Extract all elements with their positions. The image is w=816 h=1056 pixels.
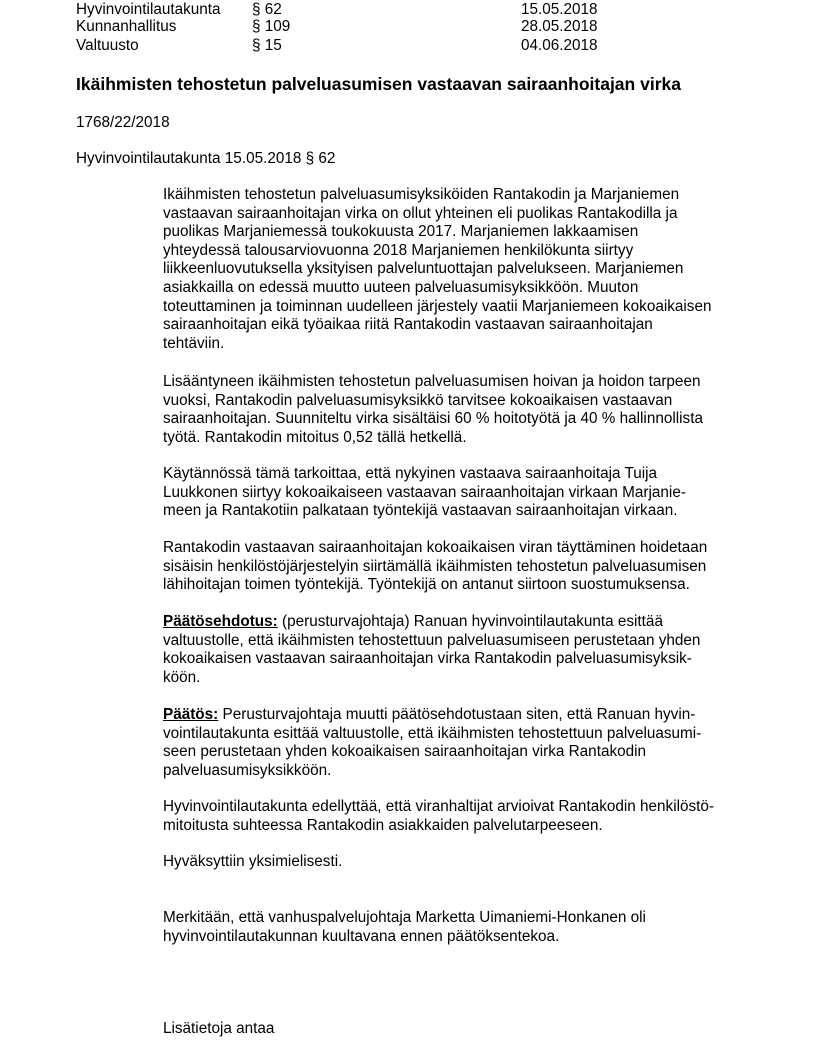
text-line: liikkeenluovutuksella yksityisen palveluntuottajan palvelukseen. Marjaniemen xyxy=(163,260,684,278)
text-line: palveluasumisyksikköön. xyxy=(163,761,332,779)
text-line: Ikäihmisten tehostetun palveluasumisyksiköiden Rantakodin ja Marjaniemen xyxy=(163,186,680,203)
text-line: sairaanhoitajan. Suunniteltu virka sisältäisi 60 % hoitotyötä ja 40 % hallinnollista xyxy=(163,410,703,428)
header-body: Valtuusto xyxy=(76,37,139,54)
decision-text: Perusturvajohtaja muutti päätösehdotustaan siten, että Ranuan hyvin- xyxy=(218,706,696,723)
header-body: Kunnanhallitus xyxy=(76,18,177,35)
text-line: seen perustetaan yhden kokoaikaisen sairaanhoitajan virka Rantakodin xyxy=(163,743,647,761)
text-line: köön. xyxy=(163,668,201,686)
header-body: Hyvinvointilautakunta xyxy=(76,1,221,18)
text-line: työtä. Rantakodin mitoitus 0,52 tällä hetkellä. xyxy=(163,428,467,446)
header-date: 15.05.2018 xyxy=(521,1,598,18)
text-line: sairaanhoitajan eikä työaikaa riitä Rantakodin vastaavan sairaanhoitajan xyxy=(163,316,653,334)
paragraph-more-info xyxy=(163,1020,753,1039)
text-line: Luukkonen siirtyy kokoaikaiseen vastaavan sairaanhoitajan virkaan Marjanie- xyxy=(163,483,686,501)
proposal-text: (perusturvajohtaja) Ranuan hyvinvointilautakunta esittää xyxy=(277,613,663,630)
header-date: 04.06.2018 xyxy=(521,37,598,54)
paragraph-requirement xyxy=(163,798,753,835)
proposal-label: Päätösehdotus: xyxy=(163,613,278,630)
text-line: toteuttaminen ja toiminnan uudelleen järjestely vaatii Marjaniemeen kokoaikaisen xyxy=(163,297,712,315)
header-section: § 15 xyxy=(252,37,282,54)
paragraph-practice xyxy=(163,465,753,521)
text-line: tehtäviin. xyxy=(163,334,225,352)
text-line: kokoaikaisen vastaavan sairaanhoitajan virka Rantakodin palveluasumisyksik- xyxy=(163,650,692,668)
text-line: vointilautakunta esittää valtuustolle, että ikäihmisten tehostettuun palveluasumi- xyxy=(163,724,702,742)
text-line: yhteydessä talousarviovuonna 2018 Marjaniemen henkilökunta siirtyy xyxy=(163,241,634,259)
header-section: § 62 xyxy=(252,1,282,18)
reference-number: 1768/22/2018 xyxy=(76,114,170,131)
text-line: Hyväksyttiin yksimielisesti. xyxy=(163,853,343,870)
document-title: Ikäihmisten tehostetun palveluasumisen vastaavan sairaanhoitajan virka xyxy=(76,74,681,94)
text-line: hyvinvointilautakunnan kuultavana ennen päätöksentekoa. xyxy=(163,927,560,945)
paragraph-proposal xyxy=(163,613,753,687)
paragraph-decision xyxy=(163,706,753,780)
header-date: 28.05.2018 xyxy=(521,18,598,35)
text-line: Lisätietoja antaa xyxy=(163,1020,275,1037)
header-section: § 109 xyxy=(252,18,291,35)
paragraph-note xyxy=(163,909,753,946)
text-line xyxy=(163,706,753,725)
text-line: valtuustolle, että ikäihmisten tehostettuun palveluasumiseen perustetaan yhden xyxy=(163,631,701,649)
text-line: meen ja Rantakotiin palkataan työntekijä vastaavan sairaanhoitajan virkaan. xyxy=(163,502,678,520)
text-line: Käytännössä tämä tarkoittaa, että nykyinen vastaava sairaanhoitaja Tuija xyxy=(163,465,658,482)
text-line: puolikas Marjaniemessä toukokuusta 2017. Marjaniemen lakkaamisen xyxy=(163,223,639,241)
meeting-line: Hyvinvointilautakunta 15.05.2018 § 62 xyxy=(76,150,336,167)
text-line: asiakkailla on edessä muutto uuteen palveluasumisyksikköön. Muuton xyxy=(163,278,639,296)
paragraph-approved xyxy=(163,853,753,872)
text-line: Merkitään, että vanhuspalvelujohtaja Marketta Uimaniemi-Honkanen oli xyxy=(163,909,646,926)
text-line: Lisääntyneen ikäihmisten tehostetun palveluasumisen hoivan ja hoidon tarpeen xyxy=(163,373,701,390)
paragraph-background xyxy=(163,186,753,353)
text-line: Hyvinvointilautakunta edellyttää, että viranhaltijat arvioivat Rantakodin henkilöstö- xyxy=(163,798,714,815)
text-line: lähihoitajan toimen työntekijä. Työntekijä on antanut siirtoon suostumuksensa. xyxy=(163,576,690,594)
decision-label: Päätös: xyxy=(163,706,219,723)
text-line: sisäisin henkilöstöjärjestelyin siirtämällä ikäihmisten tehostetun palveluasumisen xyxy=(163,557,707,575)
text-line xyxy=(163,613,753,632)
text-line: vastaavan sairaanhoitajan virka on ollut yhteinen eli puolikas Rantakodilla ja xyxy=(163,204,678,222)
text-line: Rantakodin vastaavan sairaanhoitajan kokoaikaisen viran täyttäminen hoidetaan xyxy=(163,539,708,556)
paragraph-need xyxy=(163,373,753,447)
text-line: mitoitusta suhteessa Rantakodin asiakkaiden palvelutarpeeseen. xyxy=(163,816,603,834)
paragraph-filling xyxy=(163,539,753,595)
text-line: vuoksi, Rantakodin palveluasumisyksikkö tarvitsee kokoaikaisen vastaavan xyxy=(163,391,673,409)
